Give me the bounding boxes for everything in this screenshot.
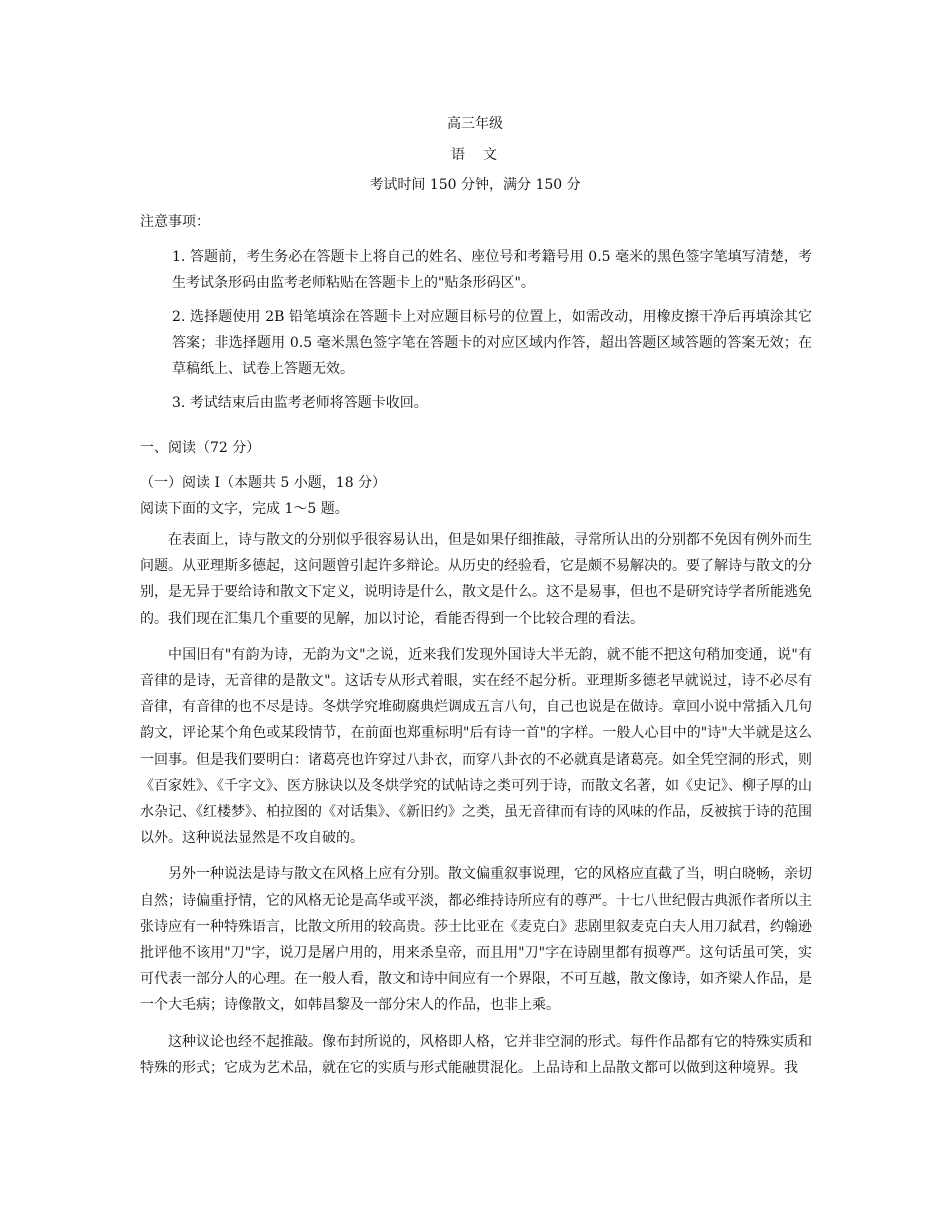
- notice-item: 2. 选择题使用 2B 铅笔填涂在答题卡上对应题目标号的位置上，如需改动，用橡皮擦干净后再填涂其它答案；非选择题用 0.5 毫米黑色签字笔在答题卡的对应区域内作答，超出答题区域答题的答案无效；在草稿纸上、试卷上答题无效。: [172, 309, 812, 377]
- reading-passage: [140, 527, 812, 1091]
- exam-info: 考试时间 150 分钟，满分 150 分: [369, 177, 581, 193]
- subsection-title: （一）阅读 I（本题共 5 小题，18 分）: [140, 475, 387, 491]
- notice-title: 注意事项：: [140, 214, 210, 230]
- passage-paragraph: 另外一种说法是诗与散文在风格上应有分别。散文偏重叙事说理，它的风格应直截了当，明白晓畅，亲切自然；诗偏重抒情，它的风格无论是高华或平淡，都必维持诗所应有的尊严。十七八世纪假古典派作者所以主张诗应有一种特殊语言，比散文所用的较高贵。莎士比亚在《麦克白》悲剧里叙麦克白夫人用刀弑君，约翰逊批评他不该用"刀"字，说刀是屠户用的，用来杀皇帝，而且用"刀"字在诗剧里都有损尊严。这句话虽可笑，实可代表一部分人的心理。在一般人看，散文和诗中间应有一个界限，不可互越，散文像诗，如齐梁人作品，是一个大毛病；诗像散文，如韩昌黎及一部分宋人的作品，也非上乘。: [140, 866, 812, 1014]
- reading-instruction: 阅读下面的文字，完成 1～5 题。: [140, 501, 349, 517]
- passage-paragraph: 这种议论也经不起推敲。像布封所说的，风格即人格，它并非空洞的形式。每件作品都有它的特殊实质和特殊的形式；它成为艺术品，就在它的实质与形式能融贯混化。上品诗和上品散文都可以做到这种境界。我: [140, 1033, 812, 1076]
- passage-paragraph: 在表面上，诗与散文的分别似乎很容易认出，但是如果仔细推敲，寻常所认出的分别都不免因有例外而生问题。从亚理斯多德起，这问题曾引起许多辩论。从历史的经验看，它是颇不易解决的。要了解诗与散文的分别，是无异于要给诗和散文下定义，说明诗是什么，散文是什么。这不是易事，但也不是研究诗学者所能逃免的。我们现在汇集几个重要的见解，加以讨论，看能否得到一个比较合理的看法。: [140, 532, 812, 627]
- notice-item: 1. 答题前，考生务必在答题卡上将自己的姓名、座位号和考籍号用 0.5 毫米的黑色签字笔填写清楚，考生考试条形码由监考老师粘贴在答题卡上的"贴条形码区"。: [172, 249, 812, 291]
- section-title: 一、阅读（72 分）: [140, 440, 261, 456]
- passage-paragraph: 中国旧有"有韵为诗，无韵为文"之说，近来我们发现外国诗大半无韵，就不能不把这句稍加变通，说"有音律的是诗，无音律的是散文"。这话专从形式着眼，实在经不起分析。亚理斯多德老早就说过，诗不必尽有音律，有音律的也不尽是诗。冬烘学究堆砌腐典烂调成五言八句，自己也说是在做诗。章回小说中常插入几句韵文，评论某个角色或某段情节，在前面也郑重标明"后有诗一首"的字样。一般人心目中的"诗"大半就是这么一回事。但是我们要明白：诸葛亮也许穿过八卦衣，而穿八卦衣的不必就真是诸葛亮。如全凭空洞的形式，则《百家姓》、《千字文》、医方脉诀以及冬烘学究的试帖诗之类可列于诗，而散文名著，如《史记》、柳子厚的山水杂记、《红楼梦》、柏拉图的《对话集》、《新旧约》之类，虽无音律而有诗的风味的作品，反被摈于诗的范围以外。这种说法显然是不攻自破的。: [140, 646, 812, 847]
- notice-item: 3. 考试结束后由监考老师将答题卡收回。: [172, 395, 428, 411]
- grade-title: 高三年级: [447, 116, 503, 132]
- subject-title: 语 文: [451, 147, 499, 163]
- notice-list: [172, 244, 812, 424]
